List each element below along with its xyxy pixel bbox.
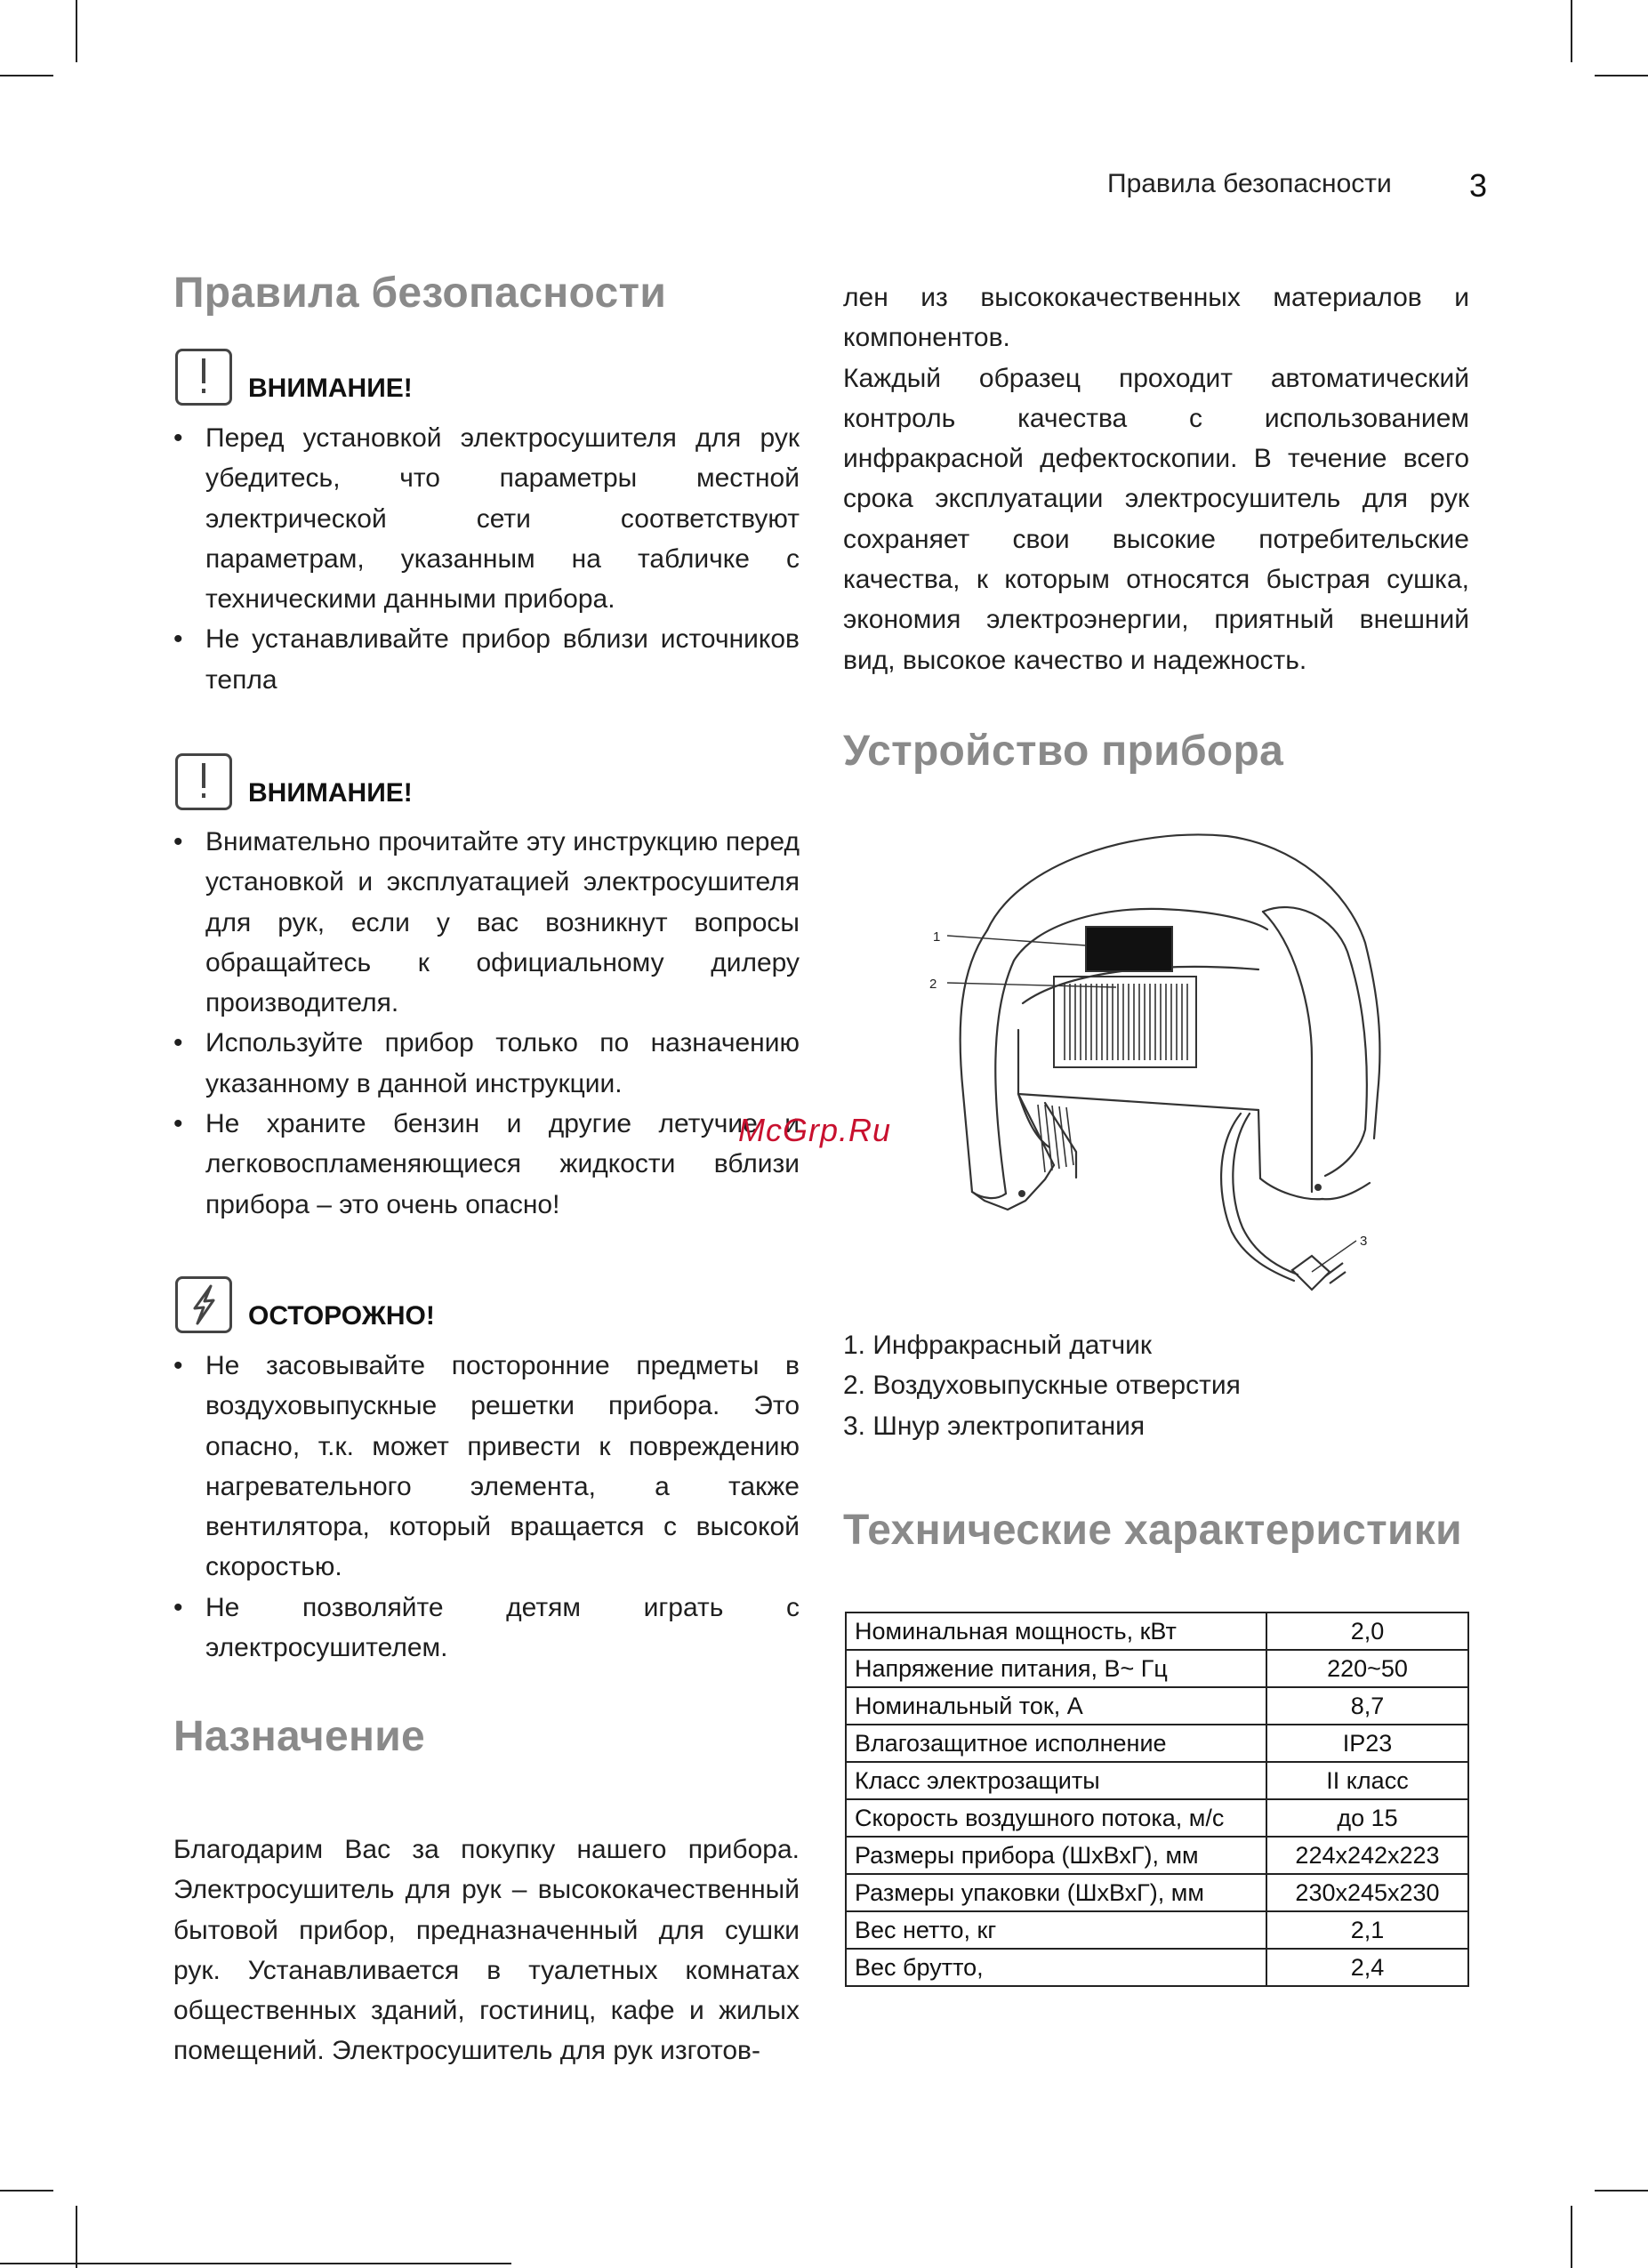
callout-3: 3	[1360, 1234, 1368, 1249]
spec-name: Размеры прибора (ШхВхГ), мм	[846, 1837, 1266, 1874]
table-row	[846, 1874, 1468, 1911]
table-row	[846, 1650, 1468, 1687]
lightning-icon	[175, 1276, 232, 1333]
spec-value: 2,0	[1266, 1613, 1468, 1650]
running-header: Правила безопасности	[1107, 169, 1392, 198]
warning-heading	[175, 753, 413, 810]
crop-mark	[0, 75, 53, 76]
specs-table	[845, 1612, 1469, 1987]
watermark-text: McGrp.Ru	[738, 1112, 892, 1148]
caution-label: ОСТОРОЖНО!	[248, 1301, 435, 1331]
spec-value: 8,7	[1266, 1687, 1468, 1725]
legend-item: 1. Инфракрасный датчик	[843, 1331, 1153, 1360]
table-row	[846, 1687, 1468, 1725]
spec-value: до 15	[1266, 1799, 1468, 1837]
exclamation-icon	[175, 753, 232, 810]
spec-name: Напряжение питания, В~ Гц	[846, 1650, 1266, 1687]
spec-value: 2,4	[1266, 1949, 1468, 1986]
crop-mark	[76, 0, 77, 62]
spec-name: Скорость воздушного потока, м/с	[846, 1799, 1266, 1837]
list-item: • Внимательно прочитайте эту инструкцию перед установкой и эксплуатацией электросушителя для рук, если у вас возникнут вопросы обращайтесь к официальному дилеру производителя.	[173, 822, 800, 1023]
section-title-purpose: Назначение	[173, 1713, 426, 1760]
callout-1: 1	[933, 929, 941, 945]
list-item: • Используйте прибор только по назначению указанному в данной инструкции.	[173, 1023, 800, 1104]
legend-item: 3. Шнур электропитания	[843, 1411, 1146, 1441]
spec-value: 220~50	[1266, 1650, 1468, 1687]
intro-text	[843, 277, 1469, 680]
warning-label: ВНИМАНИЕ!	[248, 374, 413, 403]
spec-name: Номинальная мощность, кВт	[846, 1613, 1266, 1650]
list-item: • Не устанавливайте прибор вблизи источников тепла	[173, 619, 800, 700]
list-item: • Не храните бензин и другие летучие и легковоспламеняющиеся жидкости вблизи прибора – это очень опасно!	[173, 1104, 800, 1225]
warning-label: ВНИМАНИЕ!	[248, 778, 413, 808]
warning-list	[173, 822, 800, 1225]
spec-value: 230x245x230	[1266, 1874, 1468, 1911]
spec-value: IP23	[1266, 1725, 1468, 1762]
table-row	[846, 1762, 1468, 1799]
crop-mark	[1571, 0, 1572, 62]
spec-name: Вес брутто,	[846, 1949, 1266, 1986]
exclamation-icon	[175, 349, 232, 406]
bottom-rule	[0, 2263, 511, 2264]
page-number: 3	[1469, 167, 1488, 204]
purpose-text	[173, 1830, 800, 2071]
table-row	[846, 1799, 1468, 1837]
section-title-safety: Правила безопасности	[173, 269, 667, 317]
warning-heading	[175, 349, 413, 406]
section-title-specs: Технические характеристики	[843, 1507, 1462, 1554]
spec-name: Вес нетто, кг	[846, 1911, 1266, 1949]
table-row	[846, 1949, 1468, 1986]
spec-name: Номинальный ток, А	[846, 1687, 1266, 1725]
table-row	[846, 1911, 1468, 1949]
spec-name: Влагозащитное исполнение	[846, 1725, 1266, 1762]
table-row	[846, 1837, 1468, 1874]
paragraph: Благодарим Вас за покупку нашего прибора. Электросушитель для рук – высококачественный бытовой прибор, предназначенный для сушки рук. Устанавливается в туалетных комнатах общественных зданий, гостиниц, кафе и жилых помещений. Электросушитель для рук изготов-	[173, 1835, 800, 2066]
caution-heading	[175, 1276, 435, 1333]
crop-mark	[1595, 2190, 1648, 2192]
spec-value: II класс	[1266, 1762, 1468, 1799]
paragraph: Каждый образец проходит автоматический контроль качества с использованием инфракрасной дефектоскопии. В течение всего срока эксплуатации электросушитель для рук сохраняет свои высокие потребительские качества, к которым относятся быстрая сушка, экономия электроэнергии, приятный внешний вид, высокое качество и надежность.	[843, 363, 1469, 675]
caution-list	[173, 1346, 800, 1668]
diagram-legend	[843, 1325, 1241, 1446]
spec-name: Размеры упаковки (ШхВхГ), мм	[846, 1874, 1266, 1911]
warning-list	[173, 418, 800, 700]
crop-mark	[76, 2206, 77, 2268]
table-row	[846, 1725, 1468, 1762]
spec-value: 224x242x223	[1266, 1837, 1468, 1874]
list-item: • Не засовывайте посторонние предметы в воздуховыпускные решетки прибора. Это опасно, т.к. может привести к повреждению нагревательного элемента, а также вентилятора, который вращается с высокой скоростью.	[173, 1346, 800, 1588]
spec-name: Класс электрозащиты	[846, 1762, 1266, 1799]
table-row	[846, 1613, 1468, 1650]
list-item: • Перед установкой электросушителя для рук убедитесь, что параметры местной электрической сети соответствуют параметрам, указанным на табличке с техническими данными прибора.	[173, 418, 800, 619]
crop-mark	[1571, 2206, 1572, 2268]
crop-mark	[0, 2190, 53, 2192]
callout-2: 2	[929, 977, 937, 992]
section-title-device: Устройство прибора	[843, 728, 1284, 775]
spec-value: 2,1	[1266, 1911, 1468, 1949]
crop-mark	[1595, 75, 1648, 76]
legend-item: 2. Воздуховыпускные отверстия	[843, 1371, 1241, 1401]
hand-dryer-diagram	[920, 827, 1401, 1321]
list-item: • Не позволяйте детям играть с электросушителем.	[173, 1588, 800, 1669]
paragraph: лен из высококачественных материалов и компонентов.	[843, 283, 1469, 353]
